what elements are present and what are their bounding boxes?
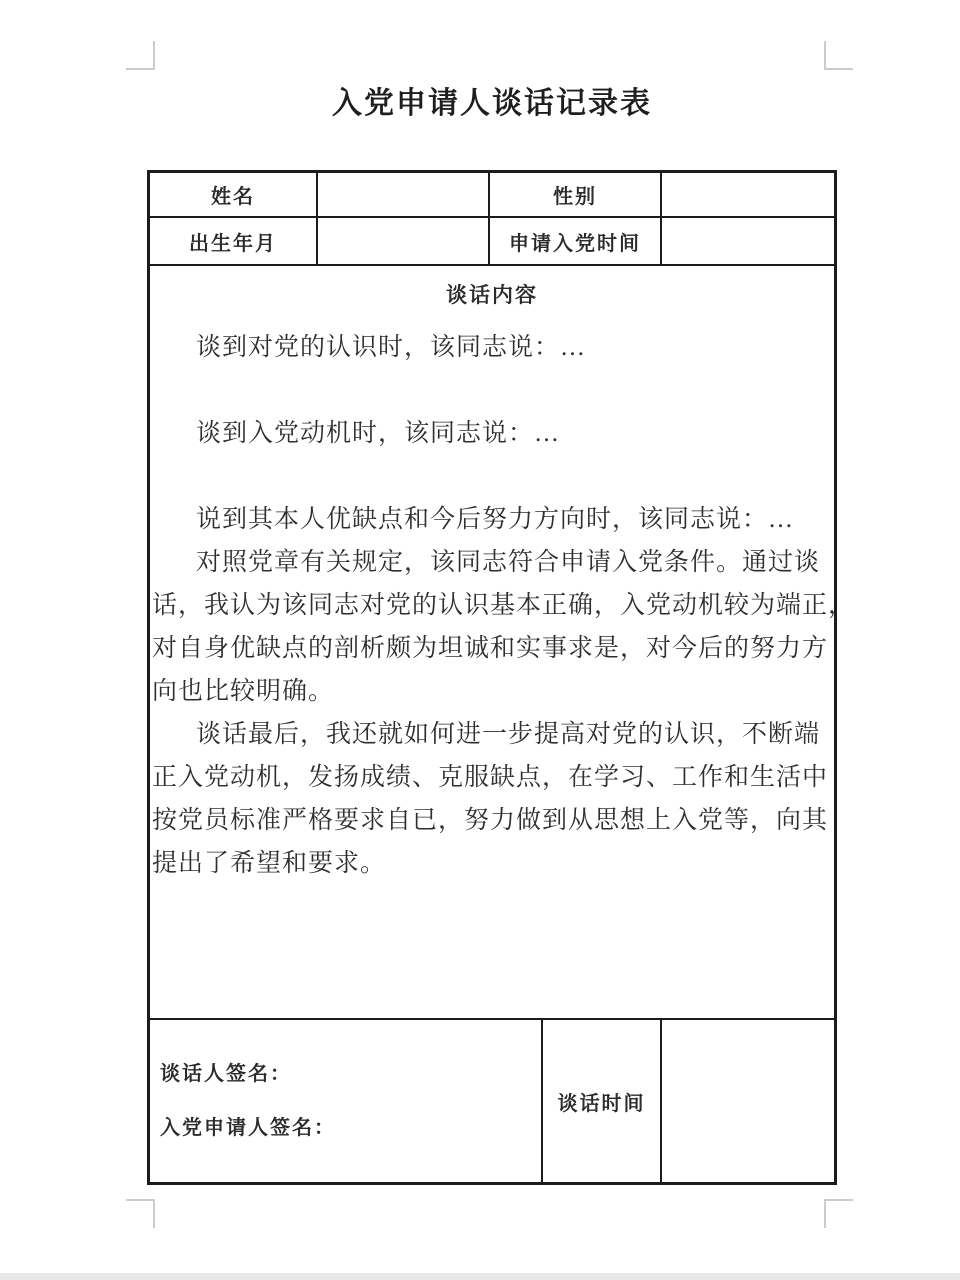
- content-line: 向也比较明确。: [152, 678, 335, 705]
- crop-mark-top-right: [824, 41, 853, 70]
- crop-mark-top-left: [126, 41, 155, 70]
- content-line: 对自身优缺点的剖析颇为坦诚和实事求是，对今后的努力方: [152, 635, 829, 662]
- bottom-edge-bar: [0, 1273, 960, 1280]
- birthdate-label-cell: 出生年月: [150, 218, 318, 266]
- page-title: 入党申请人谈话记录表: [332, 87, 652, 120]
- time-label-cell: 谈话时间: [543, 1020, 662, 1182]
- signatures-cell: [150, 1020, 543, 1182]
- content-line: 谈到入党动机时，该同志说：…: [196, 420, 561, 447]
- crop-mark-bottom-left: [126, 1199, 155, 1228]
- birthdate-value-cell: [318, 218, 490, 266]
- application-time-value-cell: [662, 218, 834, 266]
- content-line: 对照党章有关规定，该同志符合申请入党条件。通过谈: [196, 549, 821, 576]
- content-line: 正入党动机，发扬成绩、克服缺点，在学习、工作和生活中: [152, 764, 829, 791]
- content-body: [152, 326, 855, 885]
- content-line: 按党员标准严格要求自已，努力做到从思想上入党等，向其: [152, 807, 829, 834]
- content-line: 提出了希望和要求。: [152, 850, 387, 877]
- content-header: 谈话内容: [446, 284, 538, 307]
- crop-mark-bottom-right: [824, 1199, 853, 1228]
- name-label-cell: 姓名: [150, 173, 318, 218]
- content-line: 说到其本人优缺点和今后努力方向时，该同志说：…: [196, 506, 795, 533]
- time-value-cell: [662, 1020, 834, 1182]
- blank-line: [152, 455, 832, 498]
- name-value-cell: [318, 173, 490, 218]
- gender-label-cell: 性别: [490, 173, 662, 218]
- applicant-signature-label: 入党申请人签名：: [160, 1117, 336, 1139]
- gender-value-cell: [662, 173, 834, 218]
- content-line: 谈到对党的认识时，该同志说：…: [196, 334, 587, 361]
- interviewer-signature-label: 谈话人签名：: [160, 1063, 292, 1085]
- application-time-label-cell: 申请入党时间: [490, 218, 662, 266]
- conversation-content-cell: [150, 266, 855, 1020]
- content-line: 谈话最后，我还就如何进一步提高对党的认识，不断端: [196, 721, 821, 748]
- blank-line: [152, 369, 832, 412]
- content-line: 话，我认为该同志对党的认识基本正确，入党动机较为端正，: [152, 592, 855, 619]
- form-table: [147, 170, 855, 1185]
